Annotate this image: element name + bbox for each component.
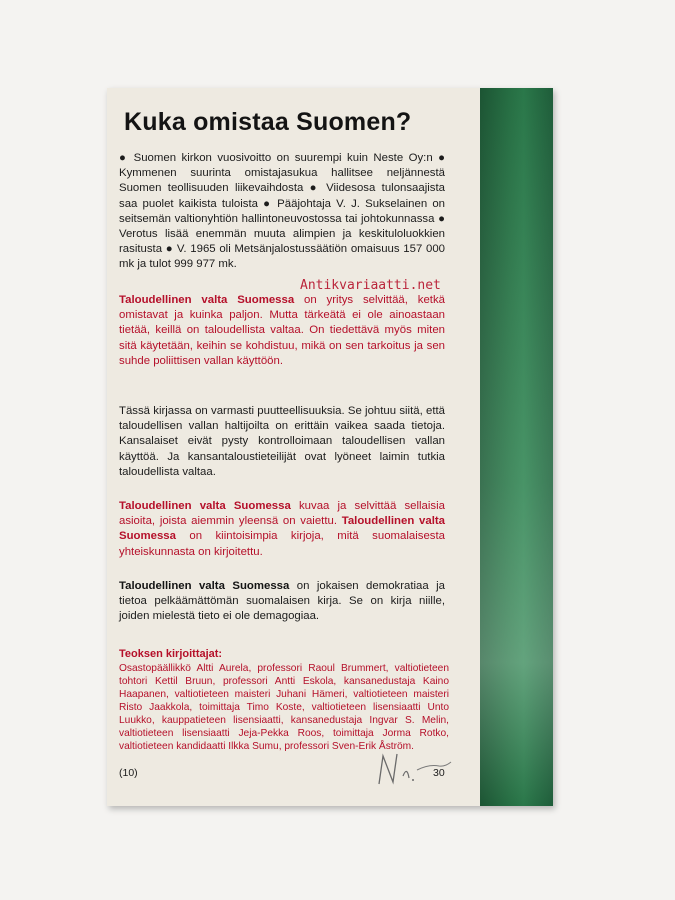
book-title-ref: Taloudellinen valta Suomessa	[119, 515, 445, 543]
bullet-facts-paragraph: ● Suomen kirkon vuosivoitto on suurempi kuin Neste Oy:n ● Kymmenen suurinta omistajasukua hallitsee neljännestä Suomen teollisuuden liikevaihdosta ● Viidesosa tulonsaajista saa puolet kaikista tuloista ● Pääjohtaja V. J. Sukselainen on seitsemän valtionyhtiön hallintoneuvostossa tai johtokunnassa ● Verotus lisää enemmän muuta alimpien ja keskituloluokkien rasitusta ● V. 1965 oli Metsänjalostussäätiön omaisuus 157 000 mk ja tulot 999 977 mk.	[119, 152, 445, 271]
book-title-ref: Taloudellinen valta Suomessa	[119, 580, 290, 592]
series-number: (10)	[119, 767, 138, 779]
book-title-ref: Taloudellinen valta Suomessa	[119, 500, 291, 512]
green-spine	[480, 88, 553, 806]
description-paragraph	[119, 499, 445, 560]
price-number: 30	[433, 767, 445, 779]
book-back-cover	[107, 88, 553, 806]
closing-text: on jokaisen demokratiaa ja tietoa pelkäämättömän suomalaisen kirja. Se on kirja niille, joiden mielestä tieto ei ole demagogiaa.	[119, 580, 446, 623]
description-text: kuvaa ja selvittää sellaisia asioita, joista aiemmin yleensä on vaiettu.	[119, 500, 445, 528]
shortcomings-paragraph: Tässä kirjassa on varmasti puutteellisuuksia. Se johtuu siitä, että taloudellisen vallan haltijoilta on erittäin vaikea saada tietoja. Kansalaiset eivät pysty kontrolloimaan taloudellisen vallan käyttöä. Ja kansantaloustieteilijät ovat lyöneet laimin tutkia taloudellista valtaa.	[119, 405, 445, 478]
watermark-text: Antikvariaatti.net	[300, 278, 441, 293]
intro-paragraph	[119, 293, 445, 369]
authors-heading: Teoksen kirjoittajat:	[119, 648, 223, 660]
cover-title: Kuka omistaa Suomen?	[124, 108, 412, 136]
handwritten-pencil-mark	[369, 736, 459, 796]
book-title-ref: Taloudellinen valta Suomessa	[119, 294, 295, 306]
intro-text: on yritys selvittää, ketkä omistavat ja kuinka paljon. Mutta tärkeätä ei ole ainoastaan tietää, keillä on taloudellista valtaa. On tiedettävä myös miten sitä käytetään, keihin se kohdistuu, mikä on sen tarkoitus ja sen suhde poliittisen vallan käyttöön.	[119, 294, 445, 367]
authors-list: Osastopäällikkö Altti Aurela, professori Raoul Brummert, valtiotieteen tohtori Kettil Bruun, professori Antti Eskola, kansanedustaja Kaino Haapanen, valtiotieteen maisteri Juhani Hämeri, valtiotieteen maisteri Risto Jaakkola, toimittaja Timo Koste, valtiotieteen lisensiaatti Unto Luukko, kauppatieteen lisensiaatti, kansanedustaja Ingvar S. Melin, valtiotieteen lisensiaatti Jeja-Pekka Roos, toimittaja Jorma Rotko, valtiotieteen kandidaatti Ilkka Sumu, professori Sven-Erik Åström.	[119, 663, 449, 752]
closing-paragraph	[119, 579, 445, 625]
description-text: on kiintoisimpia kirjoja, mitä suomalaisesta yhteiskunnasta on kirjoitettu.	[119, 530, 445, 558]
